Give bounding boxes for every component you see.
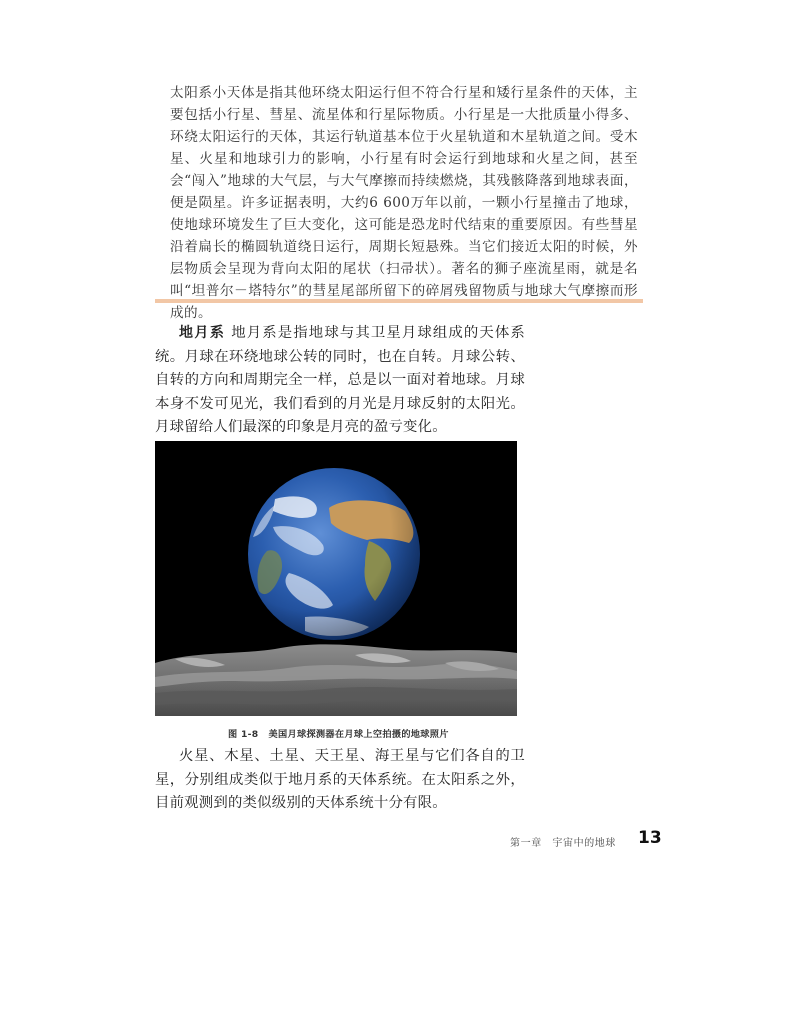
section-heading: 地月系 bbox=[179, 325, 226, 341]
figure-caption-text: 美国月球探测器在月球上空拍摄的地球照片 bbox=[268, 729, 449, 740]
chapter-title: 第一章 宇宙中的地球 bbox=[510, 838, 616, 849]
earthrise-image bbox=[155, 441, 517, 716]
figure-number: 图 1-8 bbox=[228, 729, 259, 740]
sidebar-box-text: 太阳系小天体是指其他环绕太阳运行但不符合行星和矮行星条件的天体，主要包括小行星、彗星、流星体和行星际物质。小行星是一大批质量小得多、环绕太阳运行的天体，其运行轨道基本位于火星轨道和木星轨道之间。受木星、火星和地球引力的影响，小行星有时会运行到地球和火星之间，甚至会“闯入”地球的大气层，与大气摩擦而持续燃烧，其残骸降落到地球表面，便是陨星。许多证据表明，大约6 600万年以前，一颗小行星撞击了地球，使地球环境发生了巨大变化，这可能是恐龙时代结束的重要原因。有些彗星沿着扁长的椭圆轨道绕日运行，周期长短悬殊。当它们接近太阳的时候，外层物质会呈现为背向太阳的尾状（扫帚状）。著名的狮子座流星雨，就是名叫“坦普尔－塔特尔”的彗星尾部所留下的碎屑残留物质与地球大气摩擦而形成的。 bbox=[170, 85, 638, 321]
page-number: 13 bbox=[638, 828, 662, 848]
figure-caption bbox=[228, 726, 528, 740]
earth-photo bbox=[155, 441, 517, 716]
section-divider bbox=[155, 299, 643, 303]
section-body: 地月系是指地球与其卫星月球组成的天体系统。月球在环绕地球公转的同时，也在自转。月球公转、自转的方向和周期完全一样，总是以一面对着地球。月球本身不发可见光，我们看到的月光是月球反射的太阳光。月球留给人们最深的印象是月亮的盈亏变化。 bbox=[155, 325, 526, 435]
page-footer bbox=[510, 826, 660, 852]
earth-moon-section bbox=[155, 322, 525, 440]
body-paragraph: 火星、木星、土星、天王星、海王星与它们各自的卫星，分别组成类似于地月系的天体系统。在太阳系之外，目前观测到的类似级别的天体系统十分有限。 bbox=[155, 748, 525, 811]
earth-globe bbox=[248, 468, 420, 640]
lunar-surface bbox=[155, 644, 517, 716]
